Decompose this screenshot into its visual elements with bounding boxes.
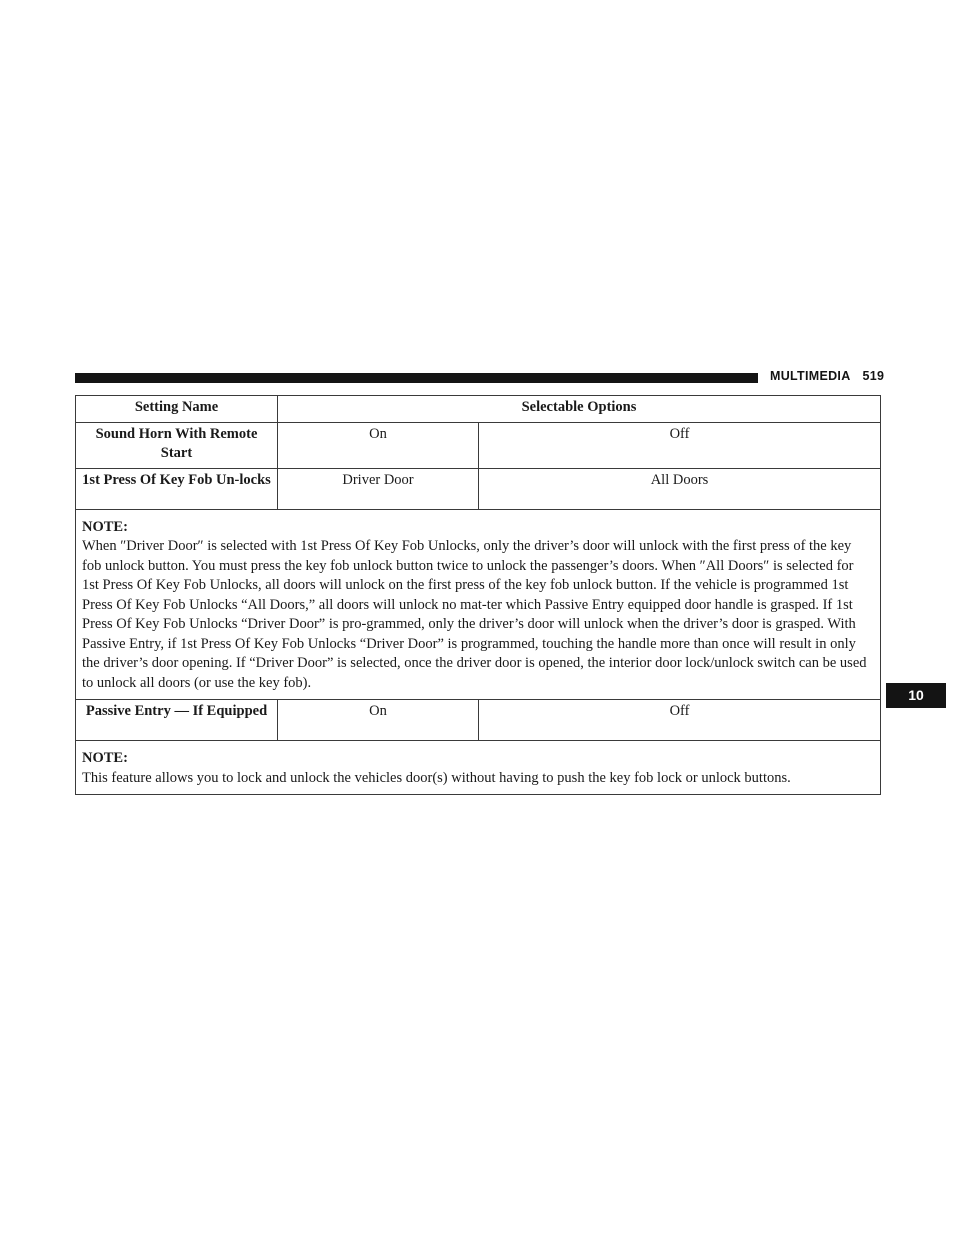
option-cell: On [278,700,479,741]
running-header [770,369,884,383]
chapter-tab: 10 [886,683,946,708]
table-row [76,422,881,468]
section-title: MULTIMEDIA [770,369,851,383]
note-label: NOTE: [82,518,128,535]
option-cell: On [278,422,479,468]
setting-name: Sound Horn With Remote Start [76,422,278,468]
header-setting-name: Setting Name [76,396,278,423]
table-row [76,700,881,741]
setting-name: Passive Entry — If Equipped [76,700,278,741]
note-text: When ″Driver Door″ is selected with 1st Press Of Key Fob Unlocks, only the driver’s door will unlock with the first press of the key fob unlock button. You must press the key fob unlock button twice to unlock the passenger’s doors. When ″All Doors″ is selected for 1st Press Of Key Fob Unlocks, all doors will unlock on the first press of the key fob unlock button. If the vehicle is programmed 1st Press Of Key Fob Unlocks “All Doors,” all doors will unlock no mat-ter which Passive Entry equipped door handle is grasped. If 1st Press Of Key Fob Unlocks “Driver Door” is pro-grammed, only the driver’s door will unlock when the driver’s door is grasped. With Passive Entry, if 1st Press Of Key Fob Unlocks “Driver Door” is programmed, touching the handle more than once will result in only the driver’s door opening. If “Driver Door” is selected, once the driver door is opened, the interior door lock/unlock switch can be used to unlock all doors (or use the key fob). [82,538,867,691]
note-row [76,741,881,795]
note-row [76,509,881,700]
note-label: NOTE: [82,750,128,766]
option-cell: Driver Door [278,468,479,509]
header-rule [75,373,758,383]
option-cell: Off [479,700,881,741]
option-cell: Off [479,422,881,468]
note-text: This feature allows you to lock and unlock the vehicles door(s) without having to push the key fob lock or unlock buttons. [82,769,791,786]
note-cell [76,509,881,700]
settings-table [75,395,881,795]
option-cell: All Doors [479,468,881,509]
note-cell [76,741,881,795]
setting-name: 1st Press Of Key Fob Un-locks [76,468,278,509]
table-header-row [76,396,881,423]
table-row [76,468,881,509]
page-number: 519 [862,369,885,383]
header-selectable-options: Selectable Options [278,396,881,423]
